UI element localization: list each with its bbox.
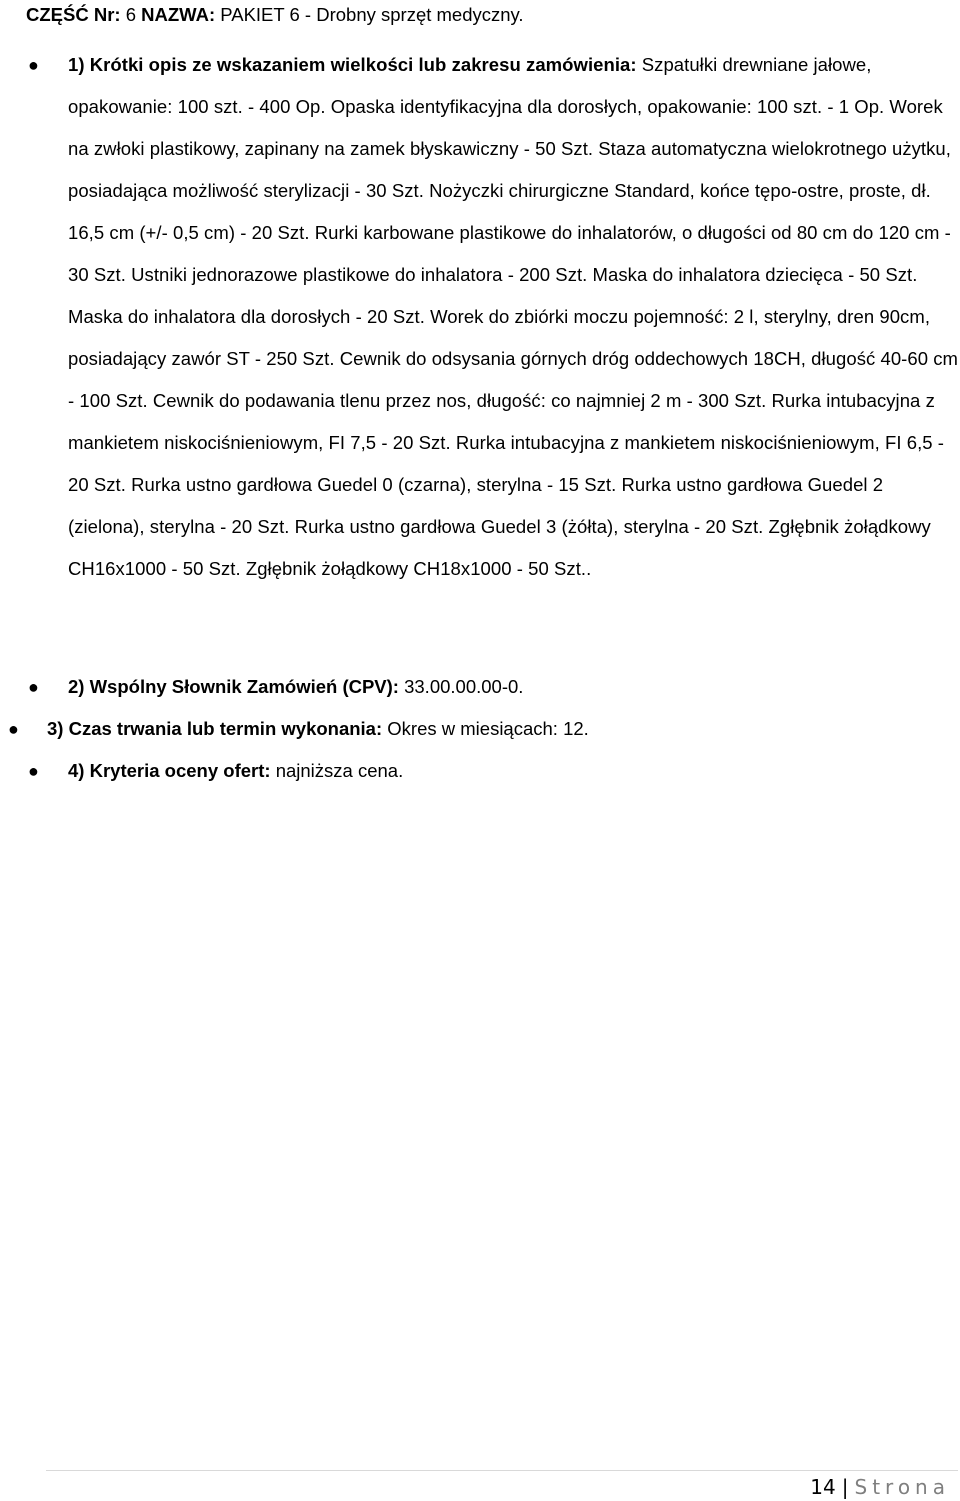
footer-divider: [46, 1470, 958, 1471]
list-item-criteria: [28, 759, 404, 783]
list-item-label: 1) Krótki opis ze wskazaniem wielkości lub zakresu zamówienia:: [68, 54, 637, 75]
list-item-label: 4) Kryteria oceny ofert:: [68, 760, 271, 781]
part-label: CZĘŚĆ Nr:: [26, 4, 121, 25]
footer-separator: |: [841, 1475, 849, 1499]
list-item-cpv: [28, 675, 524, 699]
list-item-label: 2) Wspólny Słownik Zamówień (CPV):: [68, 676, 399, 697]
list-item-duration: [8, 717, 589, 741]
name-label: NAZWA:: [141, 4, 216, 25]
part-header: [26, 4, 524, 26]
list-item-text: [68, 44, 958, 590]
bullet-dot-icon: ●: [28, 677, 39, 697]
list-item-value: najniższa cena.: [275, 760, 404, 781]
list-item-label: 3) Czas trwania lub termin wykonania:: [47, 718, 383, 739]
list-item-value: Szpatułki drewniane jałowe, opakowanie: 100 szt. - 400 Op. Opaska identyfikacyjna dla dorosłych, opakowanie: 100 szt. - 1 Op. Worek na zwłoki plastikowy, zapinany na zamek błyskawiczny - 50 Szt. Staza automatyczna wielokrotnego użytku, posiadająca możliwość sterylizacji - 30 Szt. Nożyczki chirurgiczne Standard, końce tępo-ostre, proste, dł. 16,5 cm (+/- 0,5 cm) - 20 Szt. Rurki karbowane plastikowe do inhalatorów, o długości od 80 cm do 120 cm - 30 Szt. Ustniki jednorazowe plastikowe do inhalatora - 200 Szt. Maska do inhalatora dziecięca - 50 Szt. Maska do inhalatora dla dorosłych - 20 Szt. Worek do zbiórki moczu pojemność: 2 l, sterylny, dren 90cm, posiadający zawór ST - 250 Szt. Cewnik do odsysania górnych dróg oddechowych 18CH, długość 40-60 cm - 100 Szt. Cewnik do podawania tlenu przez nos, długość: co najmniej 2 m - 300 Szt. Rurka intubacyjna z mankietem niskociśnieniowym, FI 7,5 - 20 Szt. Rurka intubacyjna z mankietem niskociśnieniowym, FI 6,5 - 20 Szt. Rurka ustno gardłowa Guedel 0 (czarna), sterylna - 15 Szt. Rurka ustno gardłowa Guedel 2 (zielona), sterylna - 20 Szt. Rurka ustno gardłowa Guedel 3 (żółta), sterylna - 20 Szt. Zgłębnik żołądkowy CH16x1000 - 50 Szt. Zgłębnik żołądkowy CH18x1000 - 50 Szt..: [68, 54, 958, 579]
bullet-dot-icon: ●: [28, 761, 39, 781]
page-footer: [810, 1474, 950, 1500]
list-item-value: 33.00.00.00-0.: [404, 676, 524, 697]
bullet-dot-icon: ●: [28, 55, 39, 75]
page-number: 14: [810, 1475, 836, 1499]
bullet-dot-icon: ●: [8, 719, 19, 739]
page-word: Strona: [854, 1475, 950, 1499]
name-value: PAKIET 6 - Drobny sprzęt medyczny.: [220, 4, 524, 25]
part-number: 6: [125, 4, 136, 25]
list-item-value: Okres w miesiącach: 12.: [387, 718, 589, 739]
list-item-short-description: [28, 44, 960, 590]
